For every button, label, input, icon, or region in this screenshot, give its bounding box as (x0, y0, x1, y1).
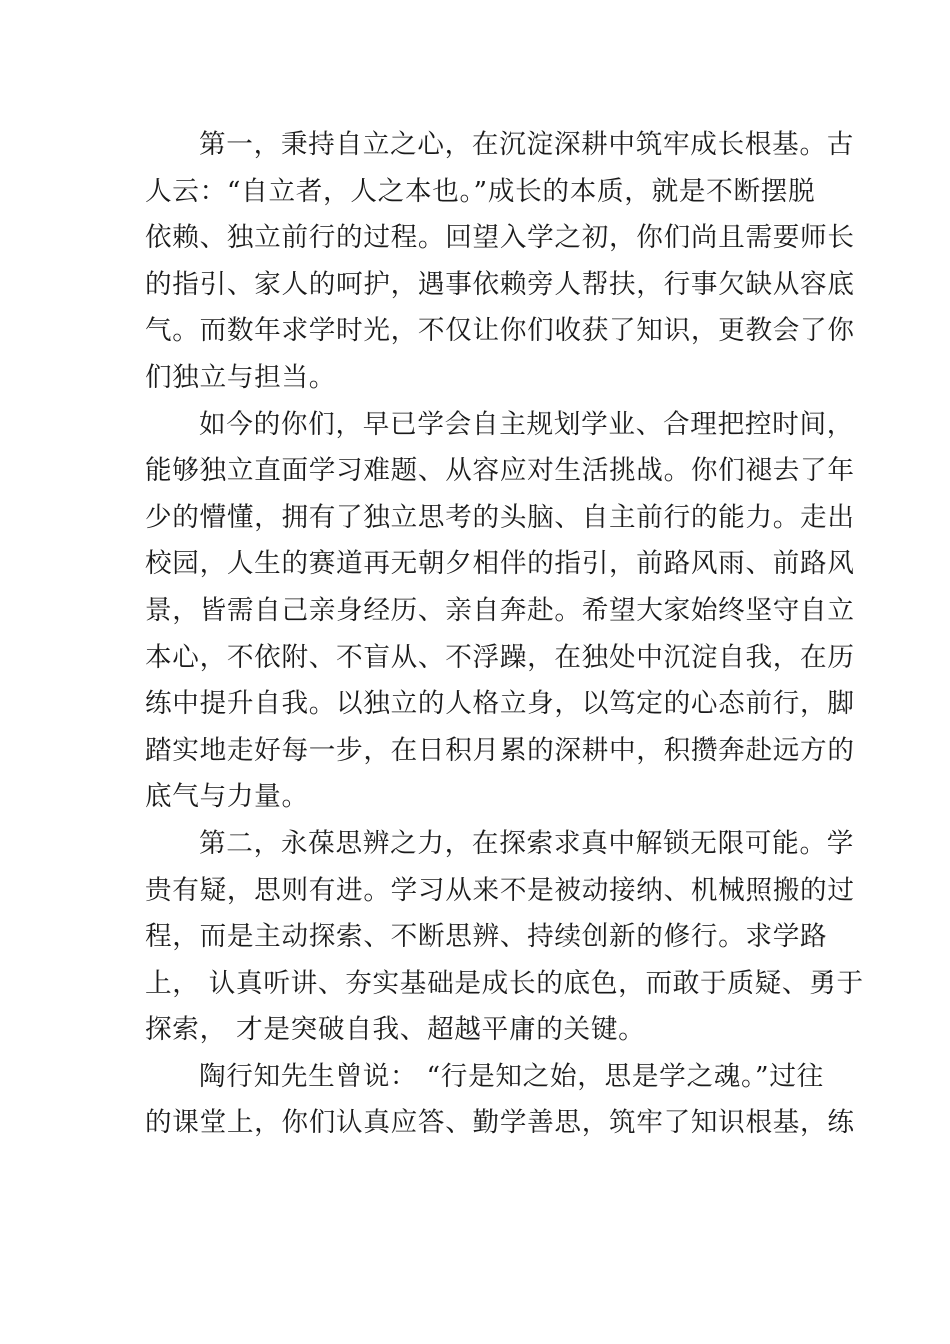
paragraph-3-line-4: 上， 认真听讲、夯实基础是成长的底色，而敢于质疑、勇于 (145, 967, 864, 999)
paragraph-4-line-2: 的课堂上，你们认真应答、勤学善思，筑牢了知识根基，练 (145, 1107, 855, 1139)
paragraph-2-line-7: 练中提升自我。以独立的人格立身，以笃定的心态前行，脚 (145, 688, 855, 720)
paragraph-2-line-4: 校园，人生的赛道再无朝夕相伴的指引，前路风雨、前路风 (145, 548, 855, 580)
paragraph-3-line-1: 第二，永葆思辨之力，在探索求真中解锁无限可能。学 (199, 827, 855, 859)
paragraph-2-line-6: 本心，不依附、不盲从、不浮躁，在独处中沉淀自我，在历 (145, 641, 855, 673)
paragraph-1-line-6: 们独立与担当。 (145, 361, 337, 393)
paragraph-3-line-3: 程，而是主动探索、不断思辨、持续创新的修行。求学路 (145, 921, 828, 953)
paragraph-3-line-5: 探索， 才是突破自我、超越平庸的关键。 (145, 1014, 646, 1046)
paragraph-2-line-2: 能够独立直面学习难题、从容应对生活挑战。你们褪去了年 (145, 455, 855, 487)
paragraph-2-line-8: 踏实地走好每一步，在日积月累的深耕中，积攒奔赴远方的 (145, 734, 855, 766)
paragraph-2-line-1: 如今的你们，早已学会自主规划学业、合理把控时间， (199, 408, 855, 440)
paragraph-4-line-1: 陶行知先生曾说： “行是知之始，思是学之魂。”过往 (199, 1060, 824, 1092)
paragraph-1-line-2: 人云：“自立者，人之本也。”成长的本质，就是不断摆脱 (145, 175, 816, 207)
paragraph-1-line-3: 依赖、独立前行的过程。回望入学之初，你们尚且需要师长 (145, 222, 855, 254)
body-text (145, 122, 864, 1147)
paragraph-2-line-5: 景，皆需自己亲身经历、亲自奔赴。希望大家始终坚守自立 (145, 594, 855, 626)
paragraph-1-line-1: 第一，秉持自立之心，在沉淀深耕中筑牢成长根基。古 (199, 129, 855, 160)
paragraph-2-line-3: 少的懵懂，拥有了独立思考的头脑、自主前行的能力。走出 (145, 501, 855, 533)
paragraph-2-line-9: 底气与力量。 (145, 781, 309, 813)
paragraph-1-line-4: 的指引、家人的呵护，遇事依赖旁人帮扶，行事欠缺从容底 (145, 268, 855, 300)
paragraph-3-line-2: 贵有疑，思则有进。学习从来不是被动接纳、机械照搬的过 (145, 874, 855, 906)
paragraph-1-line-5: 气。而数年求学时光，不仅让你们收获了知识，更教会了你 (145, 315, 855, 347)
